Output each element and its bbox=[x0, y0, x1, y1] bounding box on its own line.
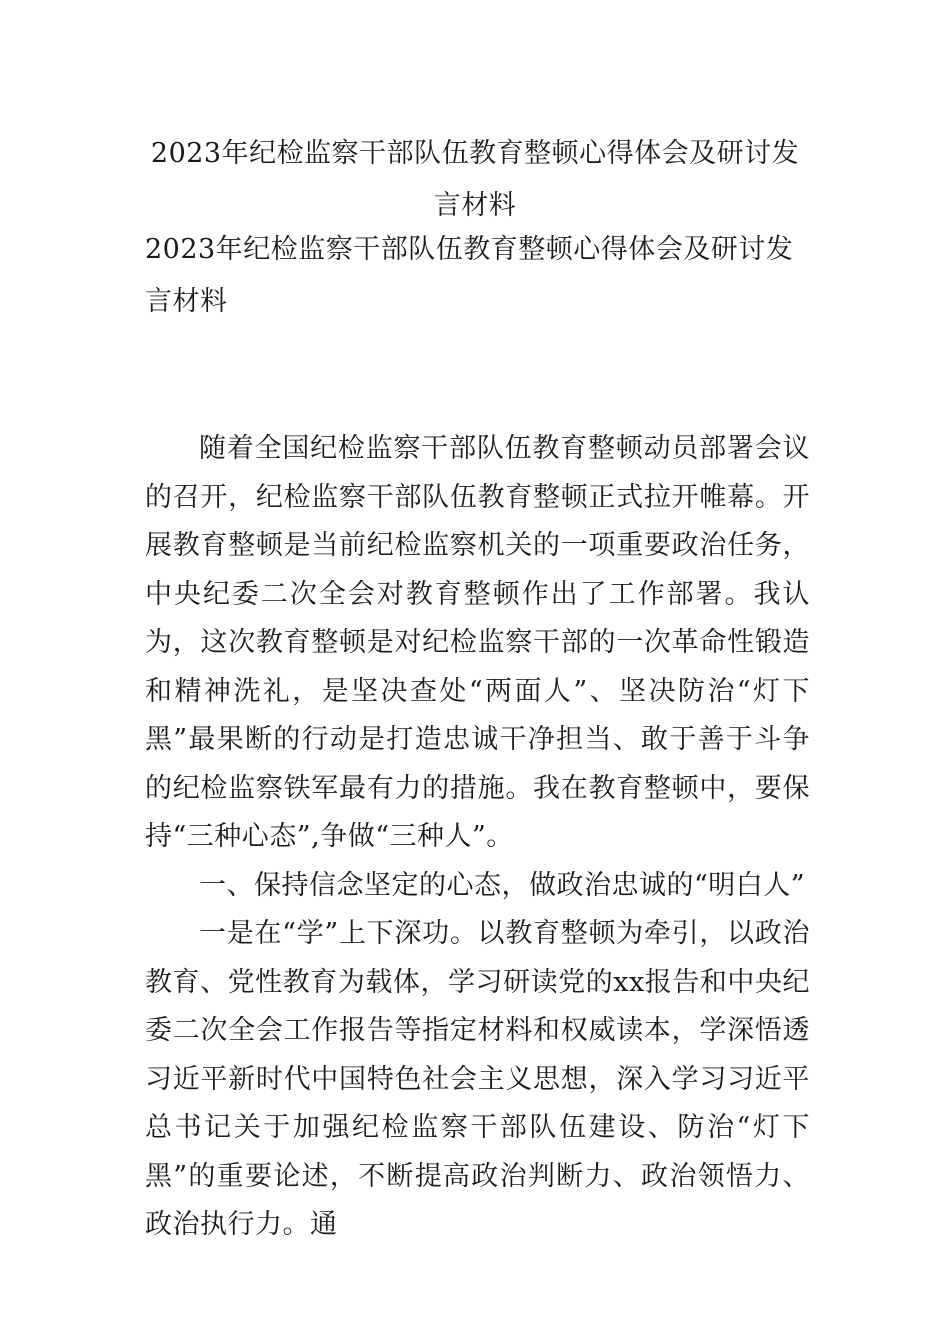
document-body bbox=[145, 425, 810, 1250]
section-heading-1: 一、保持信念坚定的心态，做政治忠诚的“明白人” bbox=[199, 869, 806, 901]
document-title: 2023年纪检监察干部队伍教育整顿心得体会及研讨发言材料 bbox=[150, 138, 800, 221]
paragraph-study: 一是在“学”上下深功。以教育整顿为牵引，以政治教育、党性教育为载体，学习研读党的xx报告和中央纪委二次全会工作报告等指定材料和权威读本，学深悟透习近平新时代中国特色社会主义思想，深入学习习近平总书记关于加强纪检监察干部队伍建设、防治“灯下黑”的重要论述，不断提高政治判断力、政治领悟力、政治执行力。通 bbox=[145, 918, 810, 1240]
paragraph-intro: 随着全国纪检监察干部队伍教育整顿动员部署会议的召开，纪检监察干部队伍教育整顿正式拉开帷幕。开展教育整顿是当前纪检监察机关的一项重要政治任务，中央纪委二次全会对教育整顿作出了工作部署。我认为，这次教育整顿是对纪检监察干部的一次革命性锻造和精神洗礼，是坚决查处“两面人”、坚决防治“灯下黑”最果断的行动是打造忠诚干净担当、敢于善于斗争的纪检监察铁军最有力的措施。我在教育整顿中，要保持“三种心态”,争做“三种人”。 bbox=[145, 433, 810, 852]
document-subtitle: 2023年纪检监察干部队伍教育整顿心得体会及研讨发言材料 bbox=[145, 234, 794, 317]
